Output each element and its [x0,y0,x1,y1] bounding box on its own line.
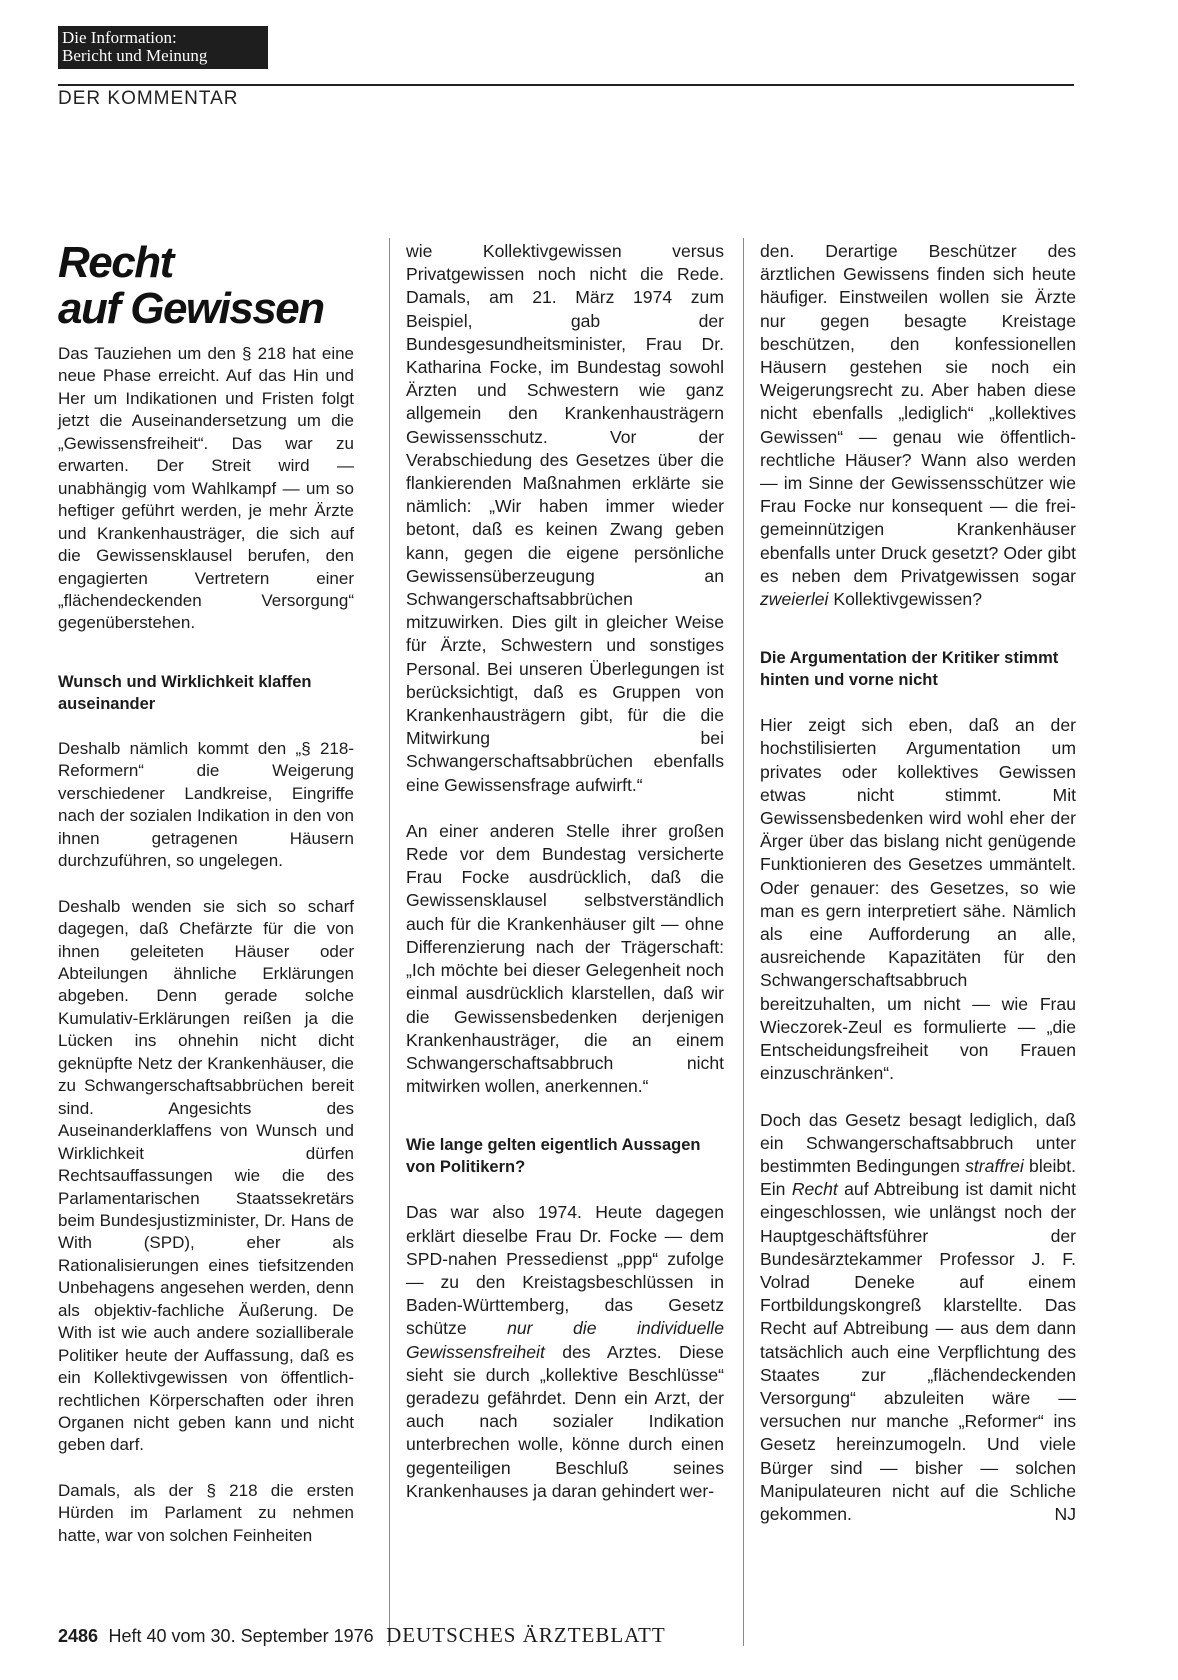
subheading: Wunsch und Wirklichkeit klaffen auseinander [58,672,312,713]
subheading: Die Argumentation der Kritiker stimmt hinten und vorne nicht [760,649,1059,690]
column-2 [406,240,724,1526]
emphasis: straffrei [965,1155,1024,1176]
page-footer [58,1623,666,1648]
emphasis: Recht [791,1179,838,1200]
text-run: Das war also 1974. Heute dagegen erklärt dieselbe Frau Dr. Focke — dem SPD-nahen Pressedienst „ppp“ zufolge — zu den Kreistagsbeschlüssen in Baden-Württemberg, das Gesetz schütze [406,1202,724,1339]
paragraph [760,1109,1076,1527]
text-run: Doch das Gesetz besagt lediglich, daß ein Schwangerschaftsabbruch unter bestimmten Bedingungen [760,1109,1076,1176]
rubric-line-2: Bericht und Meinung [62,46,208,65]
text-run: auf Abtreibung ist damit nicht eingeschlossen, wie unlängst noch der Hauptgeschäftsführer der Bundesärztekammer Professor J. F. Volrad Deneke auf einem Fortbildungskongreß klarstellte. Das Recht auf Abtreibung — aus dem dann tatsächlich auch eine Verpflichtung des Staates zur „flächendeckenden Versorgung“ abzuleiten wäre — versuchen nur manche „Reformer“ ins Gesetz hereinzumogeln. Und viele Bürger sind — bisher — solchen Manipulateuren nicht auf die Schliche gekommen. [760,1179,1076,1524]
paragraph: An einer anderen Stelle ihrer großen Rede vor dem Bundestag versicherte Frau Focke ausdrücklich, daß die Gewissensklausel selbstverständlich auch für die Krankenhäuser gilt — ohne Differenzierung nach der Trägerschaft: „Ich möchte bei dieser Gelegenheit noch einmal ausdrücklich klarstellen, daß wir die Gewissensbedenken derjenigen Krankenhausträger, die an einem Schwangerschaftsabbruch nicht mitwirken wollen, anerkennen.“ [406,820,724,1097]
rubric-box [58,26,268,69]
title-line-2: auf Gewissen [58,284,324,333]
paragraph: Hier zeigt sich eben, daß an der hochstilisierten Argumentation um privates oder kollektives Gewissen etwas nicht stimmt. Mit Gewissensbedenken wird wohl eher der Ärger über das bislang nicht genügende Funktionieren des Gesetzes ummäntelt. Oder genauer: des Gesetzes, so wie man es gern interpretiert sähe. Nämlich als eine Aufforderung an alle, ausreichende Kapazitäten für den Schwangerschaftsabbruch bereitzuhalten, um nicht — wie Frau Wieczorek-Zeul es formulierte — „die Entscheidungsfreiheit von Frauen einzuschränken“. [760,715,1076,1084]
section-label: DER KOMMENTAR [58,88,239,109]
column-divider-1 [389,238,390,1646]
subheading: Wie lange gelten eigentlich Aussagen von Politikern? [406,1136,701,1177]
author-signature: NJ [1054,1503,1076,1524]
paragraph: wie Kollektivgewissen versus Privatgewissen noch nicht die Rede. Damals, am 21. März 1974 zum Beispiel, gab der Bundesgesundheitsminister, Frau Dr. Katharina Focke, im Bundestag sowohl Ärzten und Schwestern wie ganz allgemein den Krankenhausträgern Gewissensschutz. Vor der Verabschiedung des Gesetzes über die flankierenden Maßnahmen erklärte sie nämlich: „Wir haben immer wieder betont, daß es keinen Zwang geben kann, gegen die eigene persönliche Gewissensüberzeugung an Schwangerschaftsabbrüchen mitzuwirken. Dies gilt in gleicher Weise für Ärzte, Schwestern und sonstiges Personal. Bei unseren Überlegungen ist berücksichtigt, daß es Gruppen von Krankenhausträgern gibt, für die die Mitwirkung bei Schwangerschaftsabbrüchen ebenfalls eine Gewissensfrage aufwirft.“ [406,241,724,795]
emphasis: nur die individuelle Gewissensfreiheit [406,1318,724,1362]
paragraph: Deshalb nämlich kommt den „§ 218-Reformern“ die Weigerung verschiedener Landkreise, Eingriffe nach der sozialen Indikation in den von ihnen getragenen Häusern durchzuführen, so ungelegen. [58,738,354,871]
title-line-1: Recht [58,238,173,287]
issue-info: Heft 40 vom 30. September 1976 [108,1626,374,1646]
column-divider-2 [743,238,744,1646]
text-run: Kollektivgewissen? [828,589,982,610]
header-rule [58,84,1074,86]
text-run: bleibt. Ein [760,1155,1076,1200]
page-number: 2486 [58,1626,99,1646]
text-run: den. Derartige Beschützer des ärztlichen Gewissens finden sich heute häufiger. Einstweilen wollen sie Ärzte nur gegen besagte Kreistage beschützen, den konfessionellen Häusern gestehen sie noch ein Weigerungsrecht zu. Aber haben diese nicht ebenfalls „lediglich“ „kollektives Gewissen“ — genau wie öffentlich-rechtliche Häuser? Wann also werden — im Sinne der Gewissensschützer wie Frau Focke nur konsequent — die frei-gemeinnützigen Krankenhäuser ebenfalls unter Druck gesetzt? Oder gibt es neben dem Privatgewissen sogar [760,241,1076,586]
column-3 [760,240,1076,1549]
paragraph [406,1201,724,1503]
article-title [58,240,324,332]
text-run: des Arztes. Diese sieht sie durch „kollektive Beschlüsse“ geradezu gefährdet. Denn ein Arzt, der auch nach sozialer Indikation unterbrechen wolle, könne durch einen gegenteiligen Beschluß seines Krankenhauses ja daran gehindert wer- [406,1341,724,1501]
rubric-line-1: Die Information: [62,28,177,47]
paragraph: Das Tauziehen um den § 218 hat eine neue Phase erreicht. Auf das Hin und Her um Indikationen und Fristen folgt jetzt die Auseinandersetzung um die „Gewissensfreiheit“. Das war zu erwarten. Der Streit wird — unabhängig vom Wahlkampf — um so heftiger geführt werden, je mehr Ärzte und Krankenhausträger, die sich auf die Gewissensklausel berufen, den engagierten Vertretern einer „flächendeckenden Versorgung“ gegenüberstehen. [58,344,354,633]
paragraph [760,240,1076,611]
magazine-name: DEUTSCHES ÄRZTEBLATT [386,1623,666,1647]
paragraph: Deshalb wenden sie sich so scharf dagegen, daß Chefärzte für die von ihnen geleiteten Häuser oder Abteilungen ähnliche Erklärungen abgeben. Denn gerade solche Kumulativ-Erklärungen reißen ja die Lücken ins ohnehin nicht dicht geknüpfte Netz der Krankenhäuser, die zu Schwangerschaftsabbrüchen bereit sind. Angesichts des Auseinanderklaffens von Wunsch und Wirklichkeit dürfen Rechtsauffassungen wie die des Parlamentarischen Staatssekretärs beim Bundesjustizminister, Dr. Hans de With (SPD), eher als Rationalisierungen eines tiefsitzenden Unbehagens angesehen werden, denn als objektiv-fachliche Äußerung. De With ist wie auch andere sozialliberale Politiker heute der Auffassung, daß es ein Kollektivgewissen von öffentlich-rechtlichen Körperschaften oder ihren Organen nicht geben kann und nicht geben darf. [58,896,354,1455]
paragraph: Damals, als der § 218 die ersten Hürden im Parlament zu nehmen hatte, war von solchen Feinheiten [58,1480,354,1545]
column-1 [58,343,354,1570]
emphasis: zweierlei [760,589,829,610]
